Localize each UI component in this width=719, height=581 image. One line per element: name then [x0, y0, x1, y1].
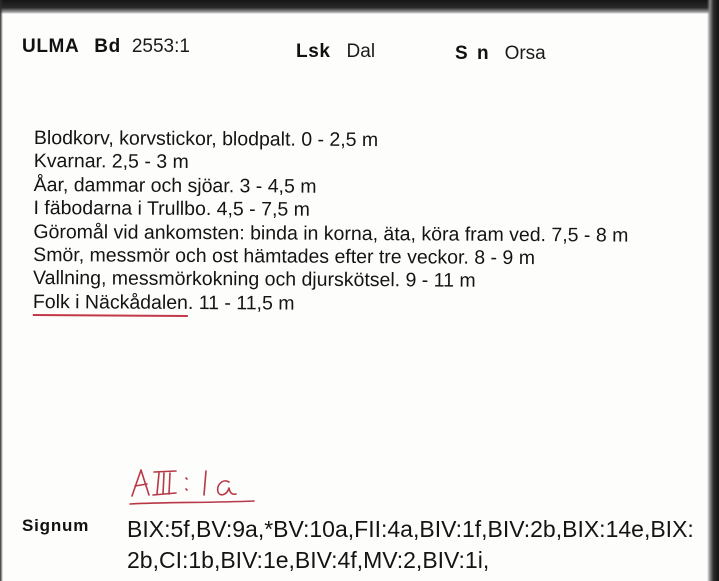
scan-border-right	[707, 0, 719, 581]
contents-entry: Vallning, messmörkokning och djurskötsel. 9 - 11 m	[33, 267, 476, 293]
lsk-label: Lsk	[296, 41, 331, 62]
contents-entry: Åar, dammar och sjöar. 3 - 4,5 m	[33, 173, 317, 198]
contents-list	[33, 127, 694, 318]
archive-label: ULMA	[22, 36, 80, 57]
underlined-title: Folk i Näckådalen	[33, 291, 188, 317]
header-sn	[455, 43, 546, 77]
handwritten-note	[126, 462, 276, 512]
signum-value: BIX:5f,BV:9a,*BV:10a,FII:4a,BIV:1f,BIV:2b,BIX:14e,BIX:2b,CI:1b,BIV:1e,BIV:4f,MV:2,BIV:1i,	[127, 516, 694, 573]
contents-entry: Blodkorv, korvstickor, blodpalt. 0 - 2,5 m	[33, 127, 379, 152]
signum-label: Signum	[22, 516, 90, 535]
header-archive	[22, 36, 190, 70]
contents-entry: Göromål vid ankomsten: binda in korna, äta, köra fram ved. 7,5 - 8 m	[33, 220, 629, 247]
contents-entry-underlined	[33, 291, 693, 318]
contents-entry: I fäbodarna i Trullbo. 4,5 - 7,5 m	[33, 197, 310, 221]
scan-border-top	[0, 0, 719, 14]
sn-label: S n	[455, 43, 491, 64]
contents-entry: Kvarnar. 2,5 - 3 m	[33, 150, 189, 174]
bd-label: Bd	[94, 36, 121, 57]
sn-value: Orsa	[504, 43, 546, 64]
underlined-entry-range: . 11 - 11,5 m	[187, 291, 295, 315]
scan-border-left	[0, 0, 3, 581]
bd-value: 2553:1	[131, 36, 190, 57]
contents-entry: Smör, messmör och ost hämtades efter tre veckor. 8 - 9 m	[33, 244, 536, 270]
header-lsk	[296, 41, 375, 75]
lsk-value: Dal	[346, 41, 376, 62]
